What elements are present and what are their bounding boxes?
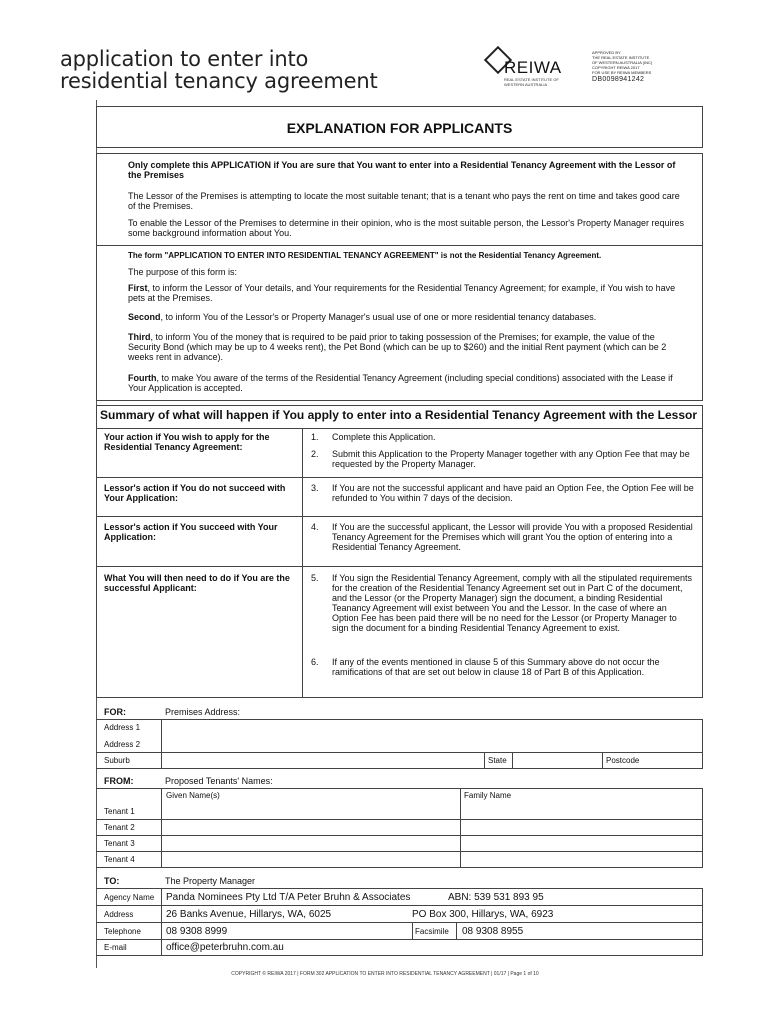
title-line-2: residential tenancy agreement [60, 69, 378, 93]
approved-line: APPROVED BY [592, 50, 621, 55]
table-line [96, 851, 703, 852]
email-value: office@peterbruhn.com.au [166, 942, 284, 953]
address-1-label: Address 1 [104, 723, 141, 732]
telephone-label: Telephone [104, 927, 141, 936]
po-box-value: PO Box 300, Hillarys, WA, 6923 [412, 909, 554, 920]
form-note: The form "APPLICATION TO ENTER INTO RESIDENTIAL TENANCY AGREEMENT" is not the Residential Tenancy Agreement. [128, 251, 602, 260]
intro-bold: Only complete this APPLICATION if You are sure that You want to enter into a Residential Tenancy Agreement with the Lessor of the Premises [128, 160, 676, 180]
table-line [96, 905, 703, 906]
facsimile-label: Facsimile [415, 927, 449, 936]
explanation-p1: The Lessor of the Premises is attempting to locate the most suitable tenant; that is a tenant who pays the rent on time and takes good care of the Premises. [128, 191, 680, 211]
abn-value: ABN: 539 531 893 95 [448, 892, 544, 903]
divider [96, 245, 703, 246]
summary-row-divider [96, 566, 703, 567]
email-label: E-mail [104, 943, 127, 952]
tenant-label: Tenant 4 [104, 855, 135, 864]
table-column-line [456, 922, 457, 939]
summary-row-label: Lessor's action if You succeed with Your Application: [104, 522, 278, 542]
form-code: DB0098941242 [592, 76, 645, 83]
explanation-p2: To enable the Lessor of the Premises to determine in their opinion, who is the most suitable person, the Lessor's Property Manager requires some background information about You. [128, 218, 685, 238]
summary-column-divider [302, 428, 303, 698]
table-column-line [702, 788, 703, 867]
logo-word: REIWA [504, 58, 562, 77]
summary-row-label: Lessor's action if You do not succeed with Your Application: [104, 483, 286, 503]
title-line-1: application to enter into [60, 47, 309, 71]
approved-line: THE REAL ESTATE INSTITUTE [592, 55, 650, 60]
table-column-line [602, 752, 603, 768]
summary-item-text: If any of the events mentioned in clause 5 of this Summary above do not occur the ramifications of that are set out below in clause 18 of Part B of this Application. [332, 657, 660, 677]
summary-item-text: Submit this Application to the Property Manager together with any Option Fee that may be requested by the Property Manager. [332, 449, 690, 469]
approved-line: OF WESTERN AUSTRALIA (INC) [592, 60, 653, 65]
table-column-line [161, 719, 162, 768]
table-line [96, 888, 703, 889]
purpose: The purpose of this form is: [128, 267, 238, 277]
agency-name-value: Panda Nominees Pty Ltd T/A Peter Bruhn & Associates [166, 892, 411, 903]
table-line [96, 719, 703, 720]
third-label: Third [128, 332, 151, 342]
page-footer: COPYRIGHT © REIWA 2017 | FORM 302 APPLICATION TO ENTER INTO RESIDENTIAL TENANCY AGREEMENT | 01/17 | Page 1 of 10 [231, 971, 539, 977]
agency-name-label: Agency Name [104, 893, 155, 902]
summary-item-number: 5. [311, 573, 319, 583]
facsimile-value: 08 9308 8955 [462, 926, 524, 937]
table-line [96, 835, 703, 836]
table-line [96, 819, 703, 820]
table-column-line [412, 922, 413, 939]
purpose-second [128, 312, 688, 322]
logo-subtitle: REAL ESTATE INSTITUTE OF WESTERN AUSTRALIA [504, 77, 559, 87]
telephone-value: 08 9308 8999 [166, 926, 228, 937]
table-column-line [702, 719, 703, 768]
property-manager-caption: The Property Manager [165, 876, 256, 886]
table-line [96, 788, 703, 789]
summary-item-number: 6. [311, 657, 319, 667]
premises-caption: Premises Address: [165, 707, 241, 717]
to-label: TO: [104, 876, 120, 886]
purpose-fourth [128, 373, 688, 393]
address-value: 26 Banks Avenue, Hillarys, WA, 6025 [166, 909, 332, 920]
table-line [96, 955, 703, 956]
summary-item-number: 3. [311, 483, 319, 493]
summary-item-text: If You sign the Residential Tenancy Agreement, comply with all the stipulated requirements for the creation of the Residential Tenancy Agreement set out in Part C of the document, and the Lessor (or the Property Manager) sign the document, a binding Residential Teanancy Agreement will exist between You and the Lessor. In the case of where an Option Fee has been paid there will be no need for the Lessor (or Property Manager to sign the document for a binding Residential Tenancy Agreement to exist. [332, 573, 693, 633]
tenant-label: Tenant 3 [104, 839, 135, 848]
from-label: FROM: [104, 776, 134, 786]
postcode-label: Postcode [606, 756, 640, 765]
for-label: FOR: [104, 707, 126, 717]
summary-row-divider [96, 477, 703, 478]
approved-line: COPYRIGHT REIWA 2017 [592, 65, 640, 70]
table-column-line [161, 788, 162, 867]
fourth-text: , to make You aware of the terms of the Residential Tenancy Agreement (including special conditions) associated with the Lease if Your Application is accepted. [128, 373, 673, 393]
table-line [96, 922, 703, 923]
purpose-third [128, 332, 688, 362]
table-line [96, 867, 703, 868]
table-column-line [460, 788, 461, 867]
table-line [96, 939, 703, 940]
table-column-line [161, 888, 162, 955]
approval-block [592, 50, 672, 82]
reiwa-logo [486, 46, 578, 88]
summary-item-text: If You are not the successful applicant and have paid an Option Fee, the Option Fee will be refunded to You within 7 days of the decision. [332, 483, 694, 503]
first-label: First [128, 283, 148, 293]
explanation-heading: EXPLANATION FOR APPLICANTS [96, 106, 703, 148]
table-line [96, 752, 703, 753]
tenant-label: Tenant 2 [104, 823, 135, 832]
table-line [96, 768, 703, 769]
table-column-line [484, 752, 485, 768]
summary-title: Summary of what will happen if You apply to enter into a Residential Tenancy Agreement with the Lessor [100, 408, 697, 422]
approved-line: FOR USE BY REIWA MEMBERS [592, 70, 652, 75]
third-text: , to inform You of the money that is required to be paid prior to taking possession of the Premises; for example, the value of the Security Bond (which may be up to 4 weeks rent), the Pet Bond (which can be up to $260) and the initial Rent payment (which can be 2 weeks rent in advance). [128, 332, 667, 362]
address-2-label: Address 2 [104, 740, 141, 749]
summary-item-text: Complete this Application. [332, 432, 436, 442]
state-label: State [488, 756, 507, 765]
summary-row-divider [96, 428, 703, 429]
table-column-line [512, 752, 513, 768]
summary-row-divider [96, 516, 703, 517]
table-column-line [702, 888, 703, 955]
first-text: , to inform the Lessor of Your details, and Your requirements for the Residential Tenancy Agreement; for example, if You wish to have pets at the Premises. [128, 283, 676, 303]
suburb-label: Suburb [104, 756, 130, 765]
second-label: Second [128, 312, 161, 322]
summary-item-text: If You are the successful applicant, the Lessor will provide You with a proposed Residential Tenancy Agreement for the Premises which will grant You the option of entering into a Residential Tenancy Agreement. [332, 522, 693, 552]
document-title [60, 48, 378, 92]
given-name-header: Given Name(s) [166, 791, 220, 800]
summary-item-number: 1. [311, 432, 319, 442]
summary-item-number: 4. [311, 522, 319, 532]
purpose-first [128, 283, 688, 303]
summary-item-number: 2. [311, 449, 319, 459]
fourth-label: Fourth [128, 373, 157, 383]
tenants-caption: Proposed Tenants' Names: [165, 776, 273, 786]
tenant-label: Tenant 1 [104, 807, 135, 816]
family-name-header: Family Name [464, 791, 512, 800]
summary-row-label: Your action if You wish to apply for the Residential Tenancy Agreement: [104, 432, 270, 452]
address-label: Address [104, 910, 134, 919]
second-text: , to inform You of the Lessor's or Property Manager's usual use of one or more residential tenancy databases. [160, 312, 597, 322]
summary-row-label: What You will then need to do if You are the successful Applicant: [104, 573, 290, 593]
